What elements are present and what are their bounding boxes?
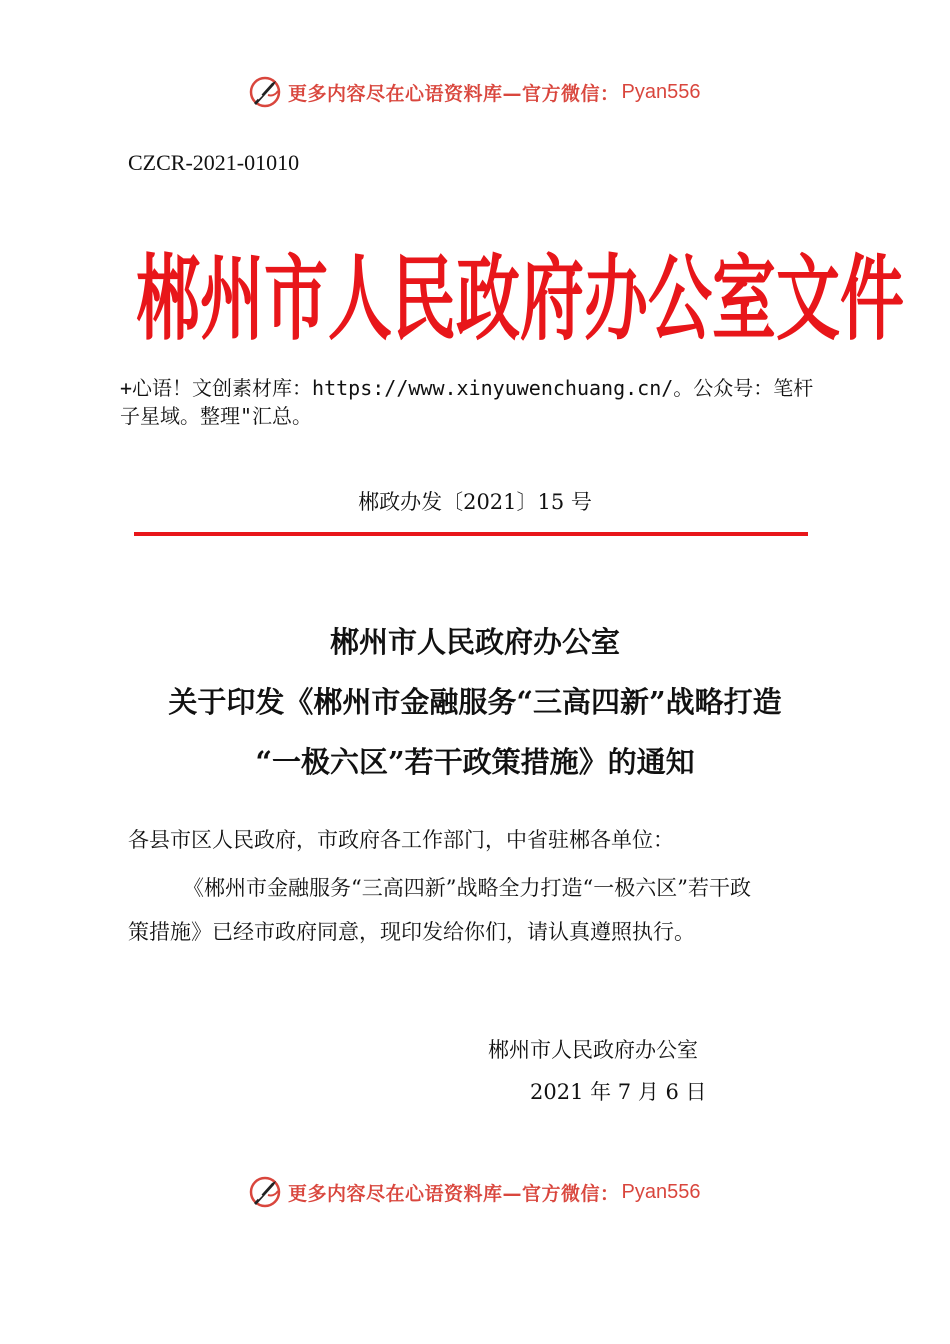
red-divider [134, 532, 808, 536]
quill-pen-logo-icon [248, 1175, 282, 1209]
salutation: 各县市区人民政府，市政府各工作部门，中省驻郴各单位： [128, 828, 674, 852]
document-code: CZCR-2021-01010 [128, 150, 300, 175]
banner-text: 更多内容尽在心语资料库—官方微信： [288, 82, 620, 105]
footer-banner [248, 1172, 748, 1212]
title-line-2: 关于印发《郴州市金融服务“三高四新”战略打造 [168, 685, 782, 719]
header-banner [248, 72, 748, 112]
signer: 郴州市人民政府办公室 [488, 1038, 698, 1062]
document-title [0, 612, 950, 792]
watermark-line-1: +心语！文创素材库：https://www.xinyuwenchuang.cn/。公众号：笔杆 [120, 376, 814, 400]
title-line-1: 郴州市人民政府办公室 [329, 625, 620, 659]
banner-text: 更多内容尽在心语资料库—官方微信： [288, 1182, 620, 1205]
signature-date: 2021 年 7 月 6 日 [530, 1080, 707, 1104]
watermark-text [120, 374, 880, 430]
watermark-line-2: 子星域。整理"汇总。 [120, 404, 313, 428]
document-number: 郴政办发〔2021〕15 号 [358, 490, 592, 514]
red-masthead: 郴州市人民政府办公室文件 [136, 245, 904, 355]
body-paragraph [128, 866, 828, 954]
banner-wechat-id: Pyan556 [621, 80, 701, 103]
title-line-3: “一极六区”若干政策措施》的通知 [255, 745, 695, 779]
body-line-1: 《郴州市金融服务“三高四新”战略全力打造“一极六区”若干政 [183, 876, 751, 900]
banner-wechat-id: Pyan556 [621, 1180, 701, 1203]
quill-pen-logo-icon [248, 75, 282, 109]
body-line-2: 策措施》已经市政府同意，现印发给你们，请认真遵照执行。 [128, 920, 695, 944]
